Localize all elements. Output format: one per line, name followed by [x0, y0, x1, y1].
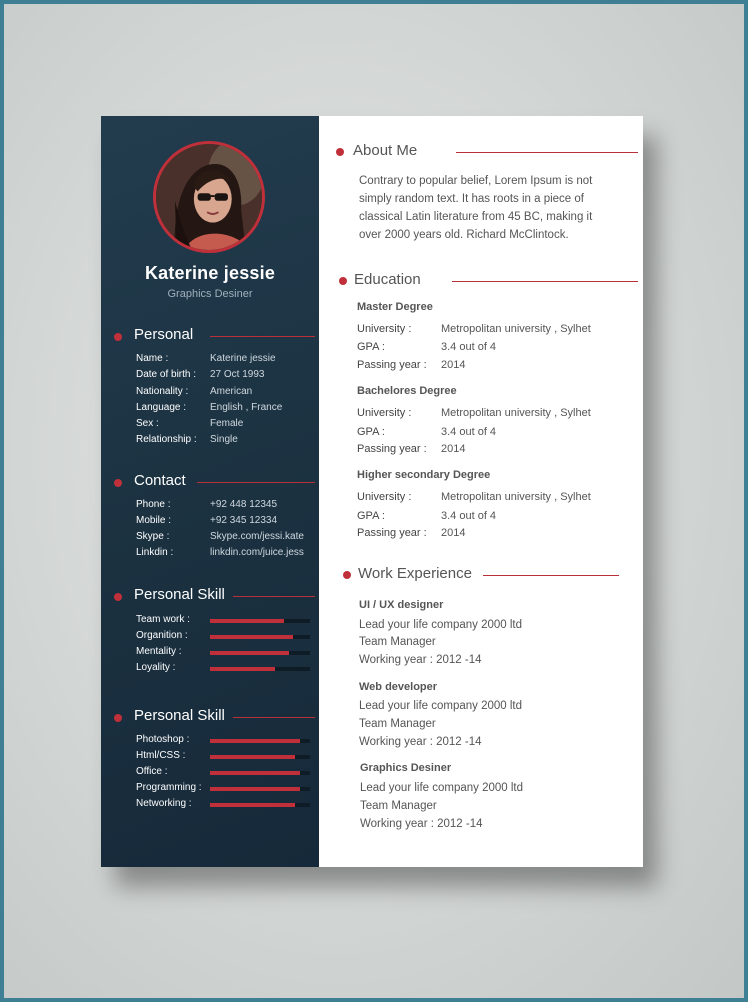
skill-label: Html/CSS :: [136, 750, 186, 761]
job-years: Working year : 2012 -14: [359, 736, 482, 748]
degree-title: Bachelores Degree: [357, 385, 457, 397]
skill-bar-fill: [210, 635, 293, 639]
job-company: Lead your life company 2000 ltd: [359, 700, 523, 712]
skill-row: [136, 798, 316, 812]
bullet-dot-icon: [114, 333, 122, 341]
skill-bar-fill: [210, 739, 300, 743]
skill-bar-track: [210, 739, 310, 743]
resume-document: [101, 116, 643, 867]
degree-gpa: GPA : 3.4 out of 4: [357, 426, 497, 438]
divider: [210, 336, 315, 337]
bullet-dot-icon: [336, 148, 344, 156]
skill-label: Office :: [136, 766, 168, 777]
bullet-dot-icon: [339, 277, 347, 285]
degree-title: Higher secondary Degree: [357, 469, 491, 481]
skill-bar-fill: [210, 787, 300, 791]
degree-title: Master Degree: [357, 301, 433, 313]
divider: [456, 152, 638, 153]
candidate-title: Graphics Desiner: [167, 288, 253, 300]
divider: [452, 281, 638, 282]
about-heading: About Me: [336, 142, 636, 162]
job-position: Team Manager: [360, 800, 437, 812]
degree-gpa: GPA : 3.4 out of 4: [357, 510, 497, 522]
degree-university: University : Metropolitan university , Sylhet: [357, 491, 591, 503]
job-title: UI / UX designer: [359, 599, 444, 611]
job-title: Web developer: [359, 681, 438, 693]
bullet-dot-icon: [343, 571, 351, 579]
job-company: Lead your life company 2000 ltd: [360, 782, 524, 794]
skill-row: [136, 646, 316, 660]
job-years: Working year : 2012 -14: [360, 818, 483, 830]
skill-row: [136, 630, 316, 644]
degree-gpa: GPA : 3.4 out of 4: [357, 341, 497, 353]
skill-row: [136, 782, 316, 796]
skill-label: Programming :: [136, 782, 202, 793]
skill-bar-fill: [210, 755, 295, 759]
skill-bar-fill: [210, 771, 300, 775]
bullet-dot-icon: [114, 479, 122, 487]
degree-university: University : Metropolitan university , Sylhet: [357, 407, 591, 419]
job-company: Lead your life company 2000 ltd: [359, 619, 523, 631]
about-text: Contrary to popular belief, Lorem Ipsum is not simply random text. It has roots in a piece of classical Latin literature from 45 BC, making it over 2000 years old. Richard McClintock.: [359, 175, 593, 241]
skill-bar-fill: [210, 651, 289, 655]
degree-year: Passing year : 2014: [357, 443, 466, 455]
divider: [483, 575, 619, 576]
skill-label: Loyality :: [136, 662, 176, 673]
skill-bar-track: [210, 771, 310, 775]
experience-heading: Work Experience: [343, 565, 643, 585]
candidate-name: Katerine jessie: [144, 263, 276, 283]
skill-label: Team work :: [136, 614, 190, 625]
skill-bar-track: [210, 635, 310, 639]
software-skill-heading: Personal Skill: [101, 707, 319, 727]
degree-year: Passing year : 2014: [357, 359, 466, 371]
job-title: Graphics Desiner: [360, 762, 452, 774]
contact-heading: Contact: [101, 472, 319, 492]
skill-bar-track: [210, 803, 310, 807]
skill-label: Networking :: [136, 798, 192, 809]
skill-bar-track: [210, 667, 310, 671]
skill-bar-fill: [210, 619, 284, 623]
job-position: Team Manager: [359, 636, 436, 648]
divider: [233, 596, 315, 597]
personal-skill-heading: Personal Skill: [101, 586, 319, 606]
bullet-dot-icon: [114, 714, 122, 722]
skill-bar-track: [210, 619, 310, 623]
degree-university: University : Metropolitan university , Sylhet: [357, 323, 591, 335]
skill-bar-track: [210, 651, 310, 655]
divider: [233, 717, 315, 718]
skill-bar-track: [210, 755, 310, 759]
job-years: Working year : 2012 -14: [359, 654, 482, 666]
skill-row: [136, 766, 316, 780]
main-content: [319, 116, 643, 867]
education-heading: Education: [339, 271, 639, 291]
personal-heading: Personal: [101, 326, 319, 346]
skill-label: Photoshop :: [136, 734, 190, 745]
skill-bar-track: [210, 787, 310, 791]
job-position: Team Manager: [359, 718, 436, 730]
skill-row: [136, 662, 316, 676]
skill-row: [136, 614, 316, 628]
divider: [197, 482, 315, 483]
skill-bar-fill: [210, 803, 295, 807]
skill-row: [136, 750, 316, 764]
bullet-dot-icon: [114, 593, 122, 601]
profile-photo: [153, 141, 265, 253]
skill-row: [136, 734, 316, 748]
degree-year: Passing year : 2014: [357, 527, 466, 539]
profile-photo-image: [156, 144, 262, 250]
sidebar: Katerine jessie Graphics Desiner Personal Name : Katerine jessie Date of birth : 27 Oct 1993 Nationality : American Language : English , France Sex : Female Relationship : Single Contact Phone : +92 448 12345 Mobile : +92 345 12334 Skype : Skype.com/jessi.kate Linkdin : linkdin.com/juice.jess Personal Skill Team work : Organition : Mentality : Loyality : Personal Skill Photoshop : Html/CSS : Office : Programming : Networking :: [101, 116, 319, 867]
skill-label: Mentality :: [136, 646, 182, 657]
skill-bar-fill: [210, 667, 275, 671]
skill-label: Organition :: [136, 630, 188, 641]
